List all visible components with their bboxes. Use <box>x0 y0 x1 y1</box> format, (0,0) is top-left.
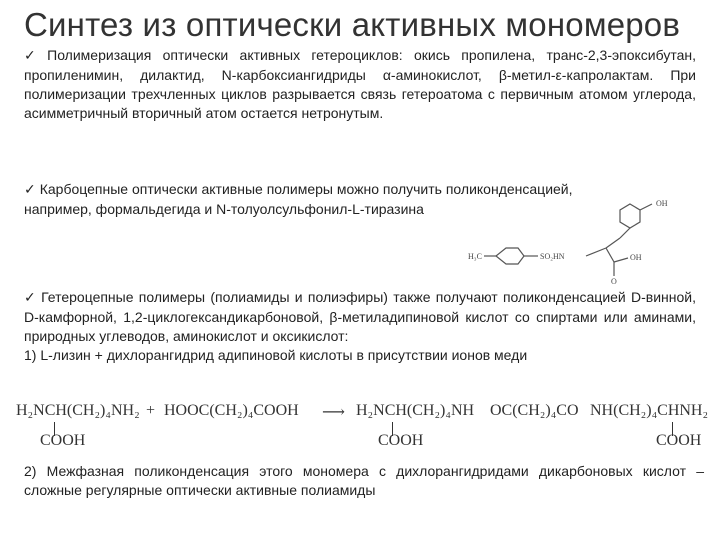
product-segment-1: H₂NCH(CH₂)₄NH <box>356 402 475 419</box>
cooh-group: COOH <box>656 432 702 449</box>
check-icon: ✓ <box>24 48 44 64</box>
paragraph-text: Карбоцепные оптически активные полимеры можно получить поликонденсацией, <box>39 181 573 197</box>
h3c-label: H₃C <box>468 252 482 261</box>
oh-label: OH <box>630 253 642 262</box>
check-icon: ✓ <box>24 182 36 198</box>
o-label: O <box>611 277 617 286</box>
product-segment-2: OC(CH₂)₄CO <box>490 402 579 419</box>
reaction-equation <box>16 402 709 456</box>
check-icon: ✓ <box>24 290 38 306</box>
slide-title: Синтез из оптически активных мономеров <box>24 6 681 43</box>
cooh-group: COOH <box>40 432 86 449</box>
phenol-ring <box>620 204 640 228</box>
oh-label: OH <box>656 199 668 208</box>
paragraph-heterochain <box>24 288 696 365</box>
paragraph-text: например, формальдегида и N-толуолсульфонил-L-тиразина <box>24 201 424 217</box>
paragraph-heterocycles <box>24 46 696 123</box>
so2hn-label: SO₂HN <box>540 252 565 261</box>
plus-sign: + <box>146 402 156 419</box>
paragraph-text: Гетероцепные полимеры (полиамиды и полиэфиры) также получают поликонденсацией D-винной, D-камфорной, 1,2-циклогександикарбоновой, β-метиладипиновой кислот со спиртами или аминами, природных углеводов, аминокислот и оксикислот: <box>24 289 697 344</box>
paragraph-interfacial: 2) Межфазная поликонденсация этого мономера с дихлорангидридами дикарбоновых кислот – сложные регулярные оптически активные полиамиды <box>24 463 704 498</box>
toluene-ring <box>496 248 524 264</box>
cooh-group: COOH <box>378 432 424 449</box>
reactant-adipic-acid: HOOC(CH₂)₄COOH <box>164 402 299 419</box>
paragraph-text: Полимеризация оптически активных гетероциклов: окись пропилена, транс-2,3-эпоксибутан, пропиленимин, дилактид, N-карбоксиангидриды α-аминокислот, β-метил-ε-капролактам. При полимеризации трехчленных циклов разрывается связь гетероатома с первичным атомом углерода, асимметричный вторичный атом остается нетронутым. <box>24 47 696 121</box>
tyrosine-structure <box>468 196 690 286</box>
product-segment-3: NH(CH₂)₄CHNH₂ <box>590 402 709 419</box>
reaction-arrow-icon: ⟶ <box>322 404 345 421</box>
list-item: 1) L-лизин + дихлорангидрид адипиновой кислоты в присутствии ионов меди <box>24 347 528 363</box>
reactant-lysine: H₂NCH(CH₂)₄NH₂ <box>16 402 140 419</box>
